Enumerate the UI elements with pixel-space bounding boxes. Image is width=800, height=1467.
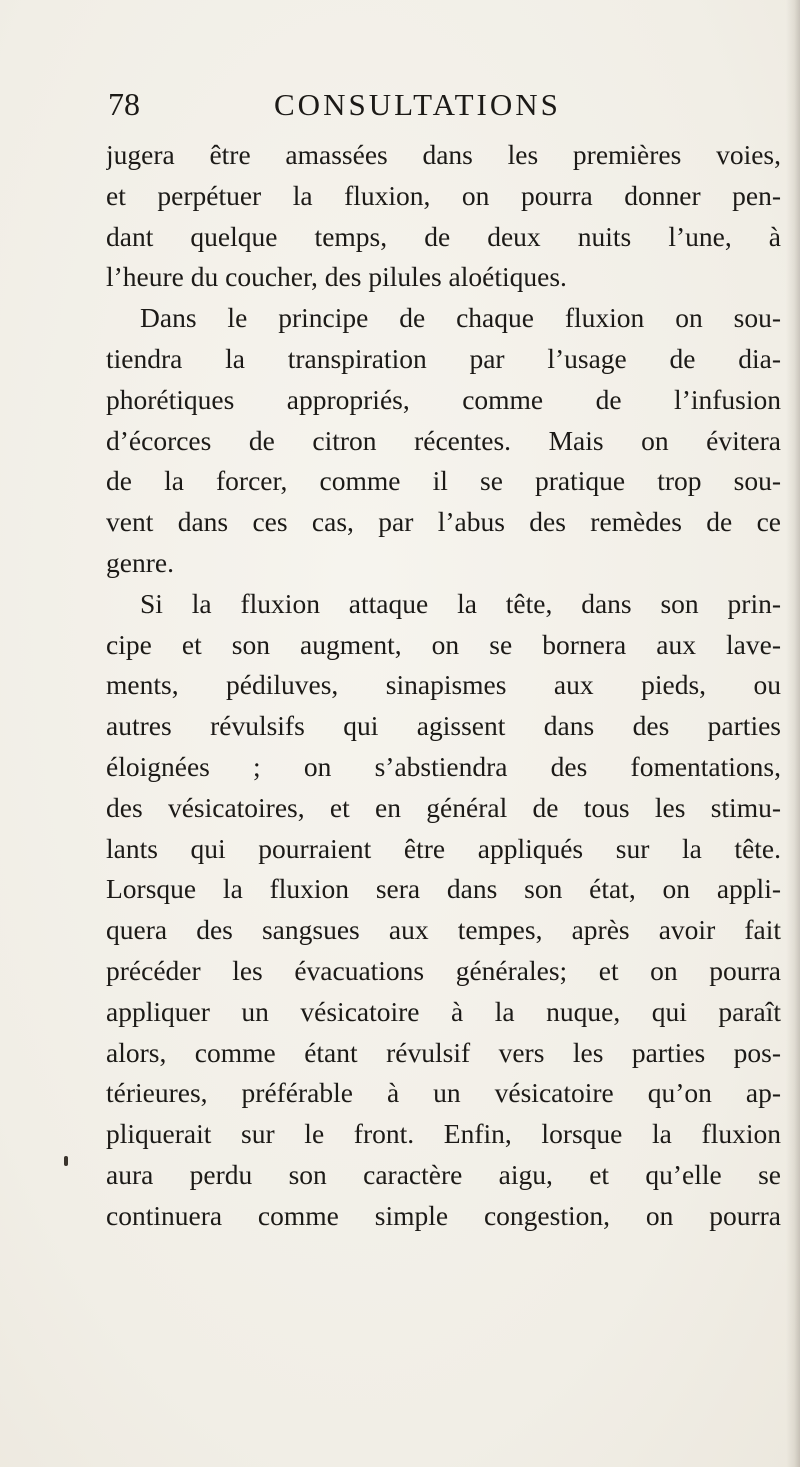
text-line: continuera comme simple congestion, on pourra [106, 1199, 781, 1231]
text-line: pliquerait sur le front. Enfin, lorsque la fluxion [106, 1118, 781, 1150]
paragraph-start-line: Si la fluxion attaque la tête, dans son prin- [140, 587, 781, 619]
page-header [108, 86, 648, 126]
text-line: vent dans ces cas, par l’abus des remèdes de ce [106, 506, 781, 538]
text-line: éloignées ; on s’abstiendra des fomentations, [106, 750, 781, 782]
text-line: aura perdu son caractère aigu, et qu’elle se [106, 1158, 781, 1190]
text-line: quera des sangsues aux tempes, après avoir fait [106, 914, 781, 946]
text-line: jugera être amassées dans les premières voies, [106, 139, 781, 170]
running-head: CONSULTATIONS [274, 87, 561, 122]
text-line: Lorsque la fluxion sera dans son état, on appli- [106, 873, 781, 905]
body-text [106, 135, 781, 1237]
text-line: des vésicatoires, et en général de tous les stimu- [106, 791, 781, 823]
text-line: d’écorces de citron récentes. Mais on évitera [106, 424, 781, 456]
text-line: appliquer un vésicatoire à la nuque, qui paraît [106, 995, 781, 1027]
text-line: dant quelque temps, de deux nuits l’une, à [106, 220, 781, 252]
text-line: tiendra la transpiration par l’usage de dia- [106, 342, 781, 374]
text-line: autres révulsifs qui agissent dans des parties [106, 710, 781, 742]
page-edge-shadow [786, 0, 800, 1467]
text-line: lants qui pourraient être appliqués sur la tête. [106, 832, 781, 864]
text-line: phorétiques appropriés, comme de l’infusion [106, 383, 781, 415]
text-line: cipe et son augment, on se bornera aux lave- [106, 628, 781, 660]
text-line: genre. [106, 546, 174, 578]
text-line: ments, pédiluves, sinapismes aux pieds, ou [106, 669, 781, 701]
text-line: précéder les évacuations générales; et on pourra [106, 954, 781, 986]
text-line: térieures, préférable à un vésicatoire qu’on ap- [106, 1077, 781, 1109]
text-line: et perpétuer la fluxion, on pourra donner pen- [106, 179, 781, 211]
ink-mark [64, 1156, 68, 1166]
text-line: de la forcer, comme il se pratique trop sou- [106, 465, 781, 497]
paragraph-start-line: Dans le principe de chaque fluxion on sou- [140, 302, 781, 334]
page-number: 78 [108, 86, 140, 122]
text-line: l’heure du coucher, des pilules aloétiques. [106, 261, 567, 293]
text-line: alors, comme étant révulsif vers les parties pos- [106, 1036, 781, 1068]
